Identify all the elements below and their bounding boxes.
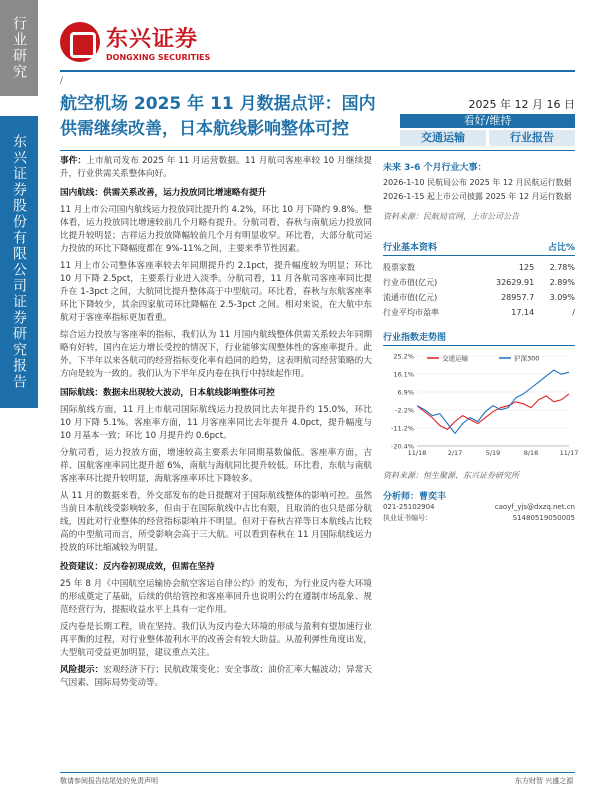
logo-en: DONGXING SECURITIES	[106, 53, 211, 62]
section-title-domestic: 国内航线：供需关系改善，运力投放同比增速略有提升	[60, 188, 267, 198]
row-value: 125	[518, 263, 535, 272]
report-title: 航空机场 2025 年 11 月数据点评：国内供需继续改善，日本航线影响整体可控	[60, 94, 376, 139]
section-title-international: 国际航线：数据未出现较大波动，日本航线影响整体可控	[60, 388, 275, 398]
series-line-transport	[417, 394, 569, 430]
y-tick-label: 6.9%	[397, 388, 414, 397]
row-pct: 2.78%	[549, 263, 575, 272]
header-rule	[60, 70, 575, 72]
table-row	[383, 275, 575, 290]
left-sidebar	[0, 0, 38, 800]
main-body	[60, 155, 372, 694]
legend-label: 沪深300	[514, 354, 540, 363]
row-label: 行业市值(亿元)	[383, 278, 438, 287]
x-tick-label: 8/18	[523, 449, 539, 457]
paragraph: 国际航线方面，11 月上市航司国际航线运力投放同比去年提升约 15.0%，环比 10 月下降 5.1%。客座率方面，11 月客座率同比去年提升 4.0pct，提升幅度与 10 月基本一致；环比 10 月提升约 0.6pct。	[60, 405, 372, 441]
title-rule	[60, 150, 575, 151]
footer-slogan: 东方财智 兴盛之源	[515, 777, 574, 785]
analyst-cert: S1480519050005	[512, 514, 575, 522]
paragraph: 从 11 月的数据来看，外交部发布的赴日提醒对于国际航线整体的影响可控。虽然当前日本航线受影响较多，但由于在国际航线中占比有限，且取消的也只是部分航线，因此对行业整体的经营指标影响并不明显。但对于春秋吉祥等日本航线占比较高的中型航司而言，所受影响会高于三大航。可以看到春秋在 11 月国际航线运力投放的环比缩减较为明显。	[60, 491, 372, 553]
row-pct: /	[572, 308, 575, 317]
logo-cn: 东兴证券	[106, 27, 199, 52]
right-sidebar	[383, 160, 579, 524]
series-line-hs300	[417, 370, 569, 433]
risk-paragraph	[60, 664, 372, 690]
row-value: 32629.91	[496, 278, 535, 287]
outlook-item: 2026-1-10 民航局公布 2025 年 12 月民航运行数据	[383, 178, 572, 187]
basic-info-title: 行业基本资料	[383, 243, 438, 253]
y-tick-label: -20.4%	[391, 442, 414, 451]
row-value: 28957.7	[501, 293, 535, 302]
outlook-title: 未来 3-6 个月行业大事：	[383, 163, 487, 173]
industry-tag: 交通运输	[400, 130, 486, 146]
y-tick-label: 16.1%	[393, 370, 414, 379]
basic-info-header	[383, 240, 575, 256]
x-tick-label: 2/17	[447, 449, 463, 457]
table-row	[383, 305, 575, 320]
analyst-title: 分析师：曹奕丰	[383, 492, 447, 502]
chart-title: 行业指数走势图	[383, 330, 575, 346]
footer-disclaimer: 敬请参阅报告结尾处的免责声明	[60, 777, 158, 785]
tag-group	[400, 130, 575, 146]
paragraph: 11 月上市公司整体客座率较去年同期提升约 2.1pct，提升幅度较为明显；环比 10 月下降 2.5pct，主要系行业进入淡季。分航司看，11 月各航司客座率同比提升在 1-3pct 之间，大航同比提升整体高于中型航司。环比看，春秋与东航客座率环比下降较少，其余四家航司环比降幅在 2.5-3pct 之间。相对来说，在大航中东航对于客座率指标更加看重。	[60, 261, 372, 323]
company-label: 东兴证券股份有限公司证券研究报告	[0, 116, 38, 408]
basic-info-pct-header: 占比%	[547, 243, 575, 253]
row-pct: 2.89%	[549, 278, 575, 287]
category-label: 行业研究	[0, 0, 38, 96]
row-value: 17.14	[511, 308, 535, 317]
analyst-email[interactable]: caoyf_yjs@dxzq.net.cn	[494, 503, 575, 511]
paragraph: 反内卷是长期工程，贵在坚持。我们认为反内卷大环境的形成与盈利有望加速行业再平衡的过程，对行业整体盈利水平的改善会有较大助益。从盈利弹性角度出发，大型航司受益更加明显，建议重点关注。	[60, 622, 372, 658]
paragraph: 分航司看，运力投放方面，增速较高主要系去年同期基数偏低。客座率方面，吉祥、国航客座率同比提升超 6%，南航与海航同比提升较低。环比看，东航与南航客座率环比提升较明显，海航客座率环比下降较多。	[60, 448, 372, 484]
row-label: 行业平均市盈率	[383, 308, 439, 317]
footer-rule	[60, 772, 575, 773]
chart-source-note: 资料来源：恒生聚源、东兴证券研究所	[383, 471, 519, 480]
row-label: 股票家数	[383, 263, 415, 272]
basic-info-table	[383, 260, 575, 320]
row-label: 流通市值(亿元)	[383, 293, 438, 302]
risk-text: 宏观经济下行；民航政策变化；安全事故；油价汇率大幅波动；异常天气因素、国际局势变动等。	[60, 665, 372, 688]
company-logo	[60, 22, 210, 62]
report-date: 2025 年 12 月 16 日	[415, 96, 575, 115]
analyst-cert-label: 执业证书编号：	[383, 514, 432, 522]
section-title-investment: 投资建议：反内卷初现成效，但需在坚持	[60, 562, 215, 572]
logo-mark-icon	[60, 22, 100, 62]
event-paragraph	[60, 155, 372, 181]
report-type-tag: 行业报告	[489, 130, 575, 146]
table-row	[383, 290, 575, 305]
risk-label: 风险提示：	[60, 665, 104, 675]
x-tick-label: 11/18	[407, 449, 427, 457]
analyst-cert-row	[383, 513, 575, 524]
paragraph: 25 年 8 月《中国航空运输协会航空客运自律公约》的发布，为行业反内卷大环境的形成奠定了基础，后续的供给管控和客座率回升也说明公约在遵制市场乱象、规范经营行为，提振收益水平上具有一定作用。	[60, 579, 372, 615]
analyst-contact	[383, 502, 575, 513]
y-tick-label: -11.2%	[391, 424, 414, 433]
rating-badge: 看好/维持	[400, 114, 575, 128]
table-row	[383, 260, 575, 275]
index-trend-chart	[383, 346, 579, 466]
analyst-phone: 021-25102904	[383, 503, 435, 511]
y-tick-label: -2.2%	[395, 406, 414, 415]
source-note: 资料来源：民航局官网，上市公司公告	[383, 212, 519, 221]
outlook-item: 2026-1-15 起上市公司披露 2025 年 12 月运行数据	[383, 192, 572, 201]
x-tick-label: 11/17	[559, 449, 579, 457]
x-tick-label: 5/19	[485, 449, 501, 457]
event-label: 事件：	[60, 156, 87, 166]
row-pct: 3.09%	[549, 293, 575, 302]
event-text: 上市航司发布 2025 年 11 月运营数据。11 月航司客座率较 10 月继续提升，行业供需关系整体向好。	[60, 156, 372, 179]
legend-label: 交通运输	[442, 354, 468, 363]
paragraph: 11 月上市公司国内航线运力投放同比提升约 4.2%，环比 10 月下降约 9.8%。整体看，运力投放同比增速较前几个月略有提升。分航司看，春秋与南航运力投放同比提升较明显；吉祥运力投放降幅较前几个月有明显收窄。环比看，大部分航司运力投放的环比下降幅度都在 9%-11%之间，主要来季节性因素。	[60, 205, 372, 254]
header-slash: /	[60, 76, 64, 86]
paragraph: 综合运力投放与客座率的指标，我们认为 11 月国内航线整体供需关系较去年同期略有好转，国内在运力增长受控的情况下，行业能够实现整体性的客座率提升。此外，下半年以来各航司的经营指标变化率有趋同的趋势，这表明航司经营策略的大方向是较为一致的。我们认为下半年反内卷在执行中持续起作用。	[60, 330, 372, 379]
y-tick-label: 25.2%	[393, 352, 414, 361]
